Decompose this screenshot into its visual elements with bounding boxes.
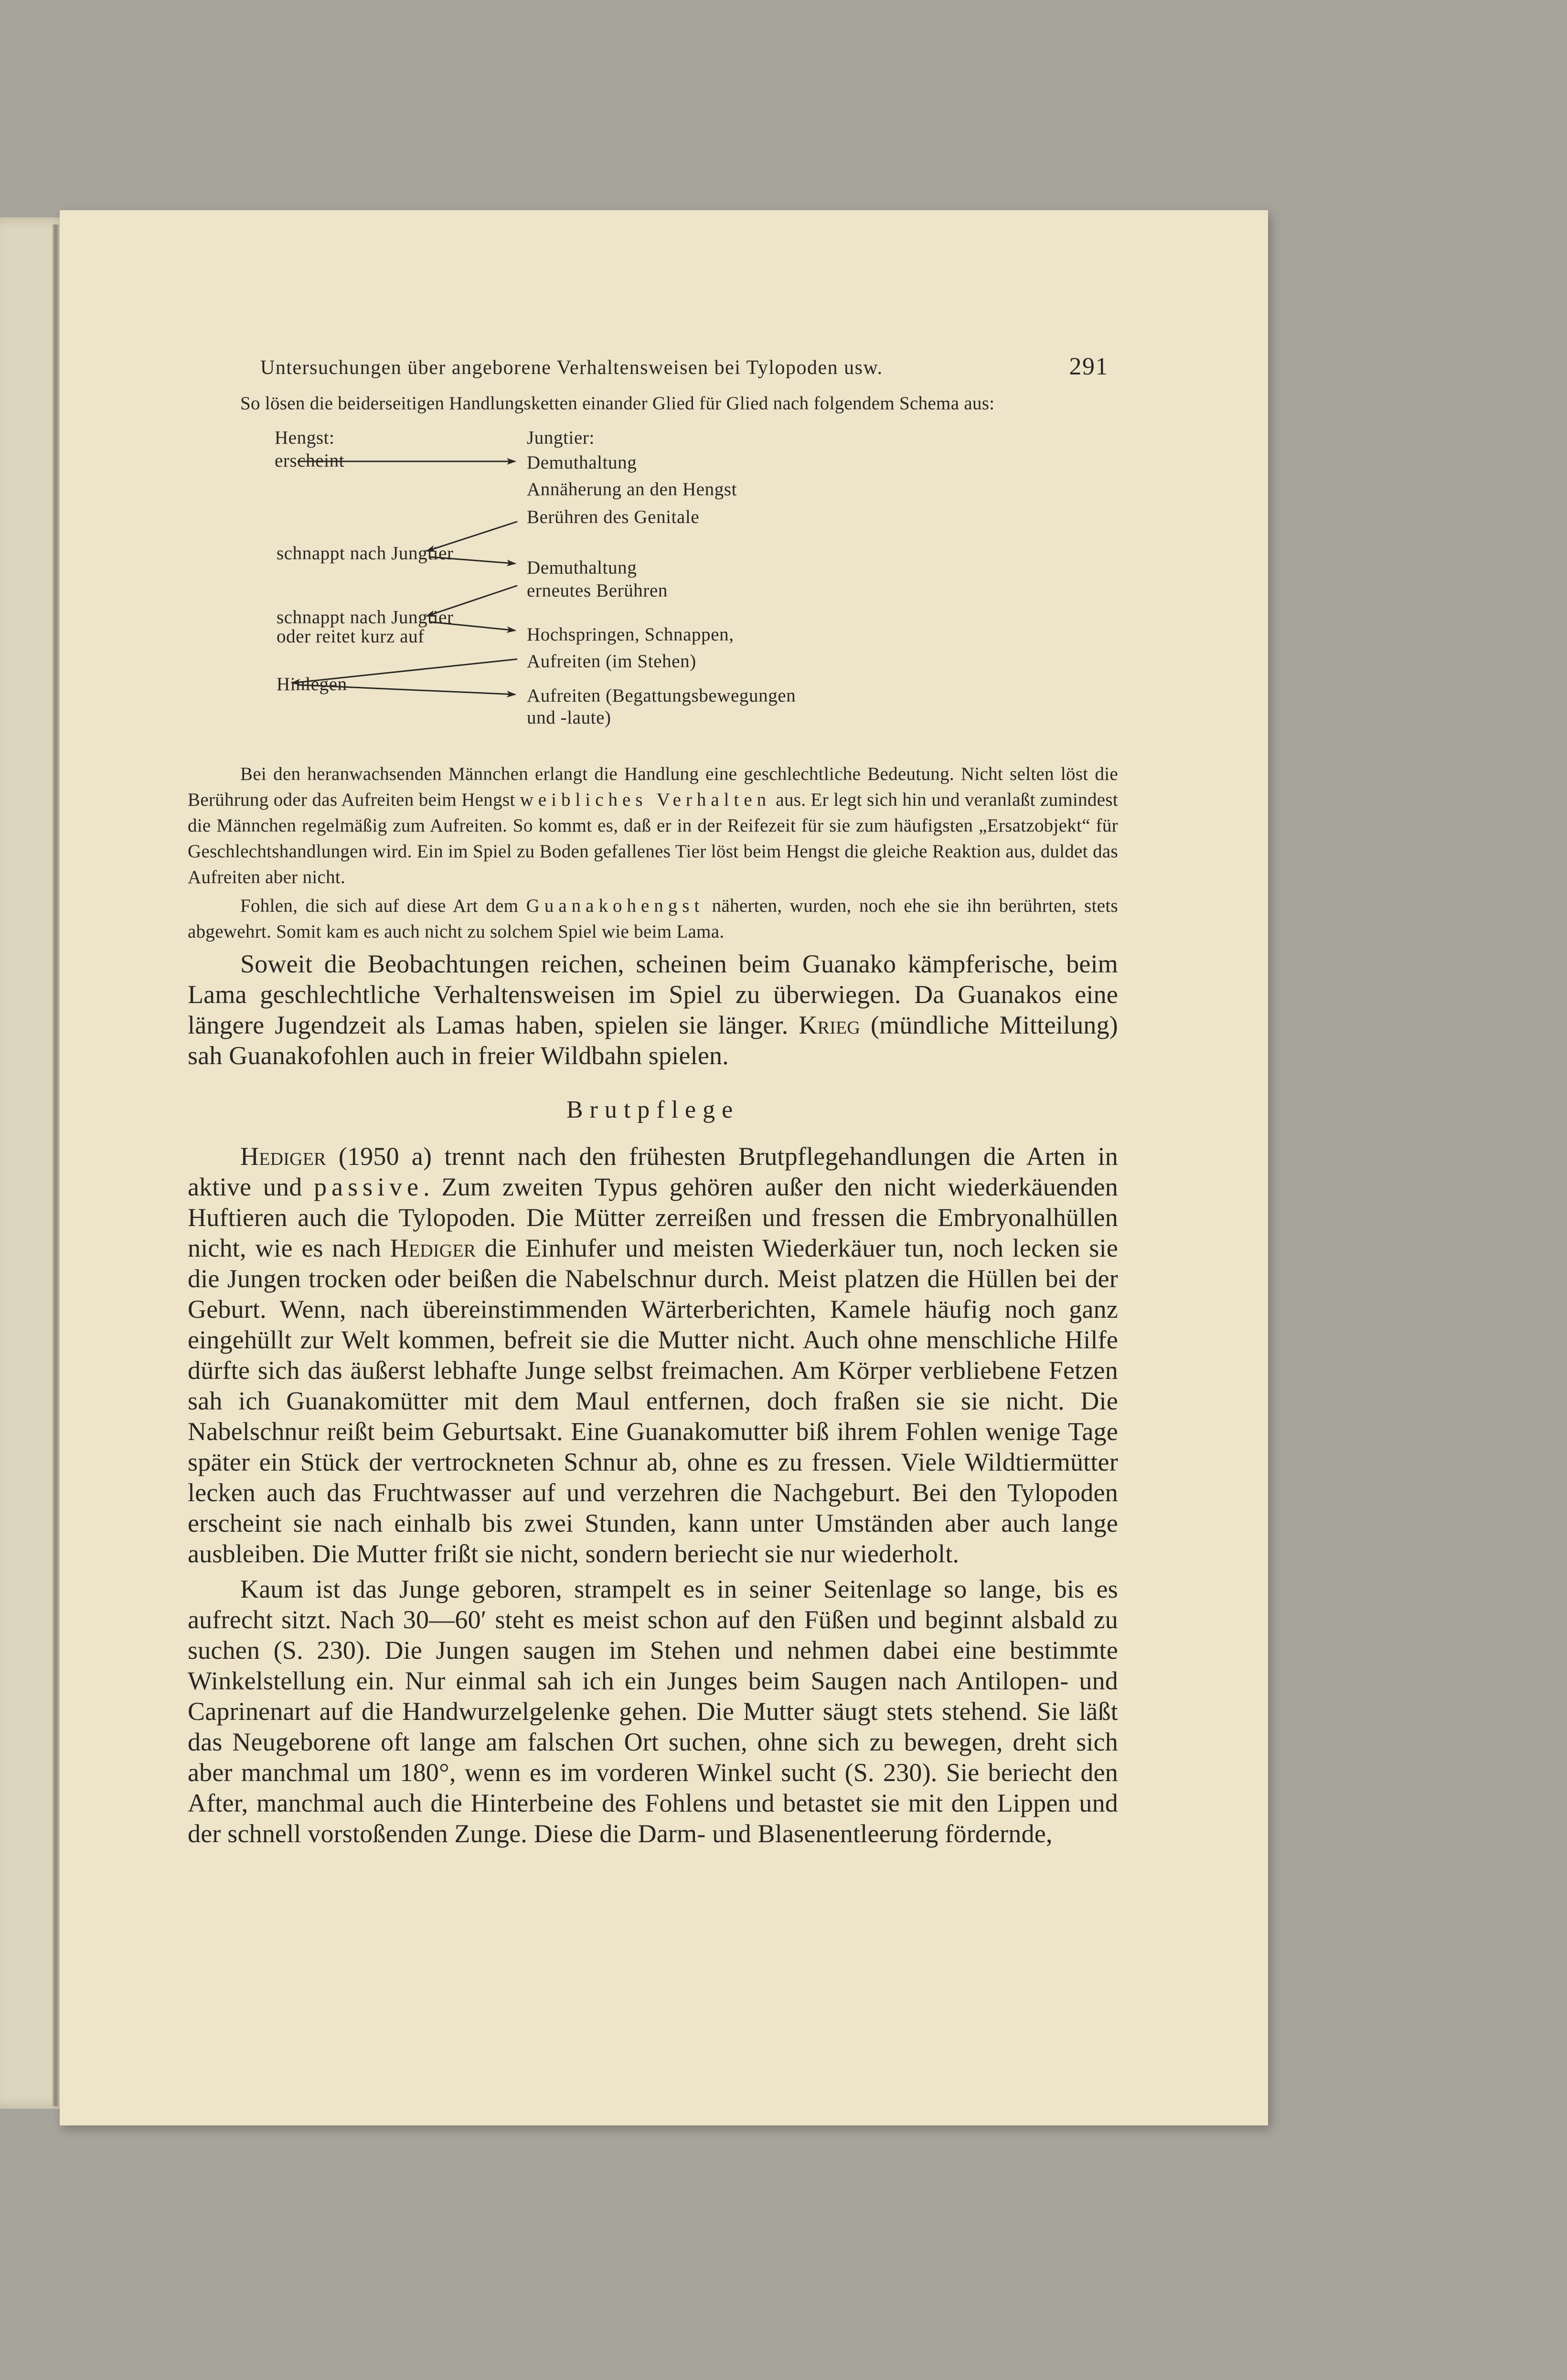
schema-l2: schnappt nach Jungtier xyxy=(277,543,454,564)
running-header xyxy=(188,352,1118,391)
paragraph-1 xyxy=(188,761,1118,890)
page-content xyxy=(188,352,1118,1849)
p4-spaced: passive xyxy=(314,1173,424,1201)
p2-spaced: Guanakohengst xyxy=(526,896,704,916)
paragraph-3 xyxy=(188,949,1118,1071)
intro-paragraph: So lösen die beiderseitigen Handlungsketten einander Glied für Glied nach folgendem Schema aus: xyxy=(240,393,995,414)
p3-text-b: (mündliche Mitteilung) sah Guanakofohlen auch in freier Wildbahn spielen. xyxy=(188,1011,1118,1070)
paragraph-2 xyxy=(188,893,1118,945)
schema-r1: Demuthaltung xyxy=(527,452,637,473)
schema-l1: erscheint xyxy=(275,450,345,471)
schema-r8: Aufreiten (Begattungsbewegungen xyxy=(527,685,796,706)
paragraph-5: Kaum ist das Junge geboren, strampelt es in seiner Seitenlage so lange, bis es aufrecht sitzt. Nach 30—60′ steht es meist schon auf den Füßen und beginnt alsbald zu suchen (S. 230). Die Jungen saugen im Stehen und nehmen dabei eine bestimmte Winkelstellung ein. Nur einmal sah ich ein Junges beim Saugen nach Antilopen- und Caprinenart auf die Handwurzelgelenke gehen. Die Mutter säugt stets stehend. Sie läßt das Neugeborene oft lange am falschen Ort suchen, ohne sich zu bewegen, dreht sich aber manchmal um 180°, wenn es im vorderen Winkel sucht (S. 230). Sie beriecht den After, manchmal auch die Hinterbeine des Fohlens und betastet sie mit den Lippen und der schnell vorstoßenden Zunge. Diese die Darm- und Blasenentleerung fördernde, xyxy=(188,1575,1118,1848)
running-title: Untersuchungen über angeborene Verhaltensweisen bei Tylopoden usw. xyxy=(260,357,883,379)
behavior-schema xyxy=(188,417,1118,761)
p4-author-1: Hediger xyxy=(240,1142,326,1171)
schema-r6: Hochspringen, Schnappen, xyxy=(527,624,734,645)
section-heading: Brutpflege xyxy=(566,1096,740,1123)
p2-text-b: näherten, wurden, noch ehe sie ihn berührten, stets abgewehrt. Somit kam es auch nicht zu solchem Spiel wie beim Lama. xyxy=(188,896,1118,942)
p1-text-a: Bei den heranwachsenden Männchen erlangt die Handlung eine geschlechtliche Bedeutung. Nicht selten löst die Berührung oder das Aufreiten beim Hengst xyxy=(188,764,1118,810)
page-number: 291 xyxy=(1069,353,1109,380)
p3-text-a: Soweit die Beobachtungen reichen, scheinen beim Guanako kämpferische, beim Lama geschlechtliche Verhaltensweisen im Spiel zu überwiegen. Da Guanakos eine längere Jugendzeit als Lamas haben, spielen sie länger. xyxy=(188,950,1118,1039)
p1-text-b: aus. Er legt sich hin und veranlaßt zumindest die Männchen regelmäßig zum Aufreiten. So kommt es, daß er in der Reifezeit für sie zum häufigsten „Ersatzobjekt“ für Geschlechtshandlungen wird. Ein im Spiel zu Boden gefallenes Tier löst beim Hengst die gleiche Reaktion aus, duldet das Aufreiten aber nicht. xyxy=(188,790,1118,887)
schema-left-head: Hengst: xyxy=(275,427,335,448)
schema-l3b: oder reitet kurz auf xyxy=(277,626,425,647)
p2-text-a: Fohlen, die sich auf diese Art dem xyxy=(240,896,526,916)
schema-l4: Hinlegen xyxy=(277,674,347,694)
schema-r7: Aufreiten (im Stehen) xyxy=(527,651,696,672)
schema-r2: Annäherung an den Hengst xyxy=(527,479,737,500)
p4-text-a: (1950 a) trennt nach den frühesten Brutpflegehandlungen die Arten in aktive und xyxy=(188,1142,1118,1201)
schema-r5: erneutes Berühren xyxy=(527,580,668,601)
schema-r3: Berühren des Genitale xyxy=(527,507,700,527)
schema-r4: Demuthaltung xyxy=(527,557,637,578)
schema-r9: und -laute) xyxy=(527,707,611,728)
book-page xyxy=(60,210,1268,2125)
p4-text-b: . Zum zweiten Typus gehören außer den nicht wiederkäuenden Huftieren auch die Tylopoden. Die Mütter zerreißen und fressen die Embryonalhüllen nicht, wie es nach xyxy=(188,1173,1118,1262)
p4-text-c: die Einhufer und meisten Wiederkäuer tun, noch lecken sie die Jungen trocken oder beißen die Nabelschnur durch. Meist platzen die Hüllen bei der Geburt. Wenn, nach übereinstimmenden Wärterberichten, Kamele häufig noch ganz eingehüllt zur Welt kommen, befreit sie die Mutter nicht. Auch ohne menschliche Hilfe dürfte sich das äußerst lebhafte Junge selbst freimachen. Am Körper verbliebene Fetzen sah ich Guanakomütter mit dem Maul entfernen, doch fraßen sie sie nicht. Die Nabelschnur reißt beim Geburtsakt. Eine Guanakomutter biß ihrem Fohlen wenige Tage später ein Stück der vertrockneten Schnur ab, ohne es zu fressen. Viele Wildtiermütter lecken auch das Fruchtwasser auf und verzehren die Nachgeburt. Bei den Tylopoden erscheint sie nach einhalb bis zwei Stunden, kann unter Umständen aber auch lange ausbleiben. Die Mutter frißt sie nicht, sondern beriecht sie nur wiederholt. xyxy=(188,1234,1118,1568)
p3-author: Krieg xyxy=(799,1011,861,1039)
p1-spaced: weibliches Verhalten xyxy=(520,790,771,810)
schema-right-head: Jungtier: xyxy=(527,427,595,448)
paragraph-4 xyxy=(188,1141,1118,1569)
schema-l3a: schnappt nach Jungtier xyxy=(277,607,454,628)
p4-author-2: Hediger xyxy=(390,1234,476,1262)
book-spine xyxy=(53,224,59,2106)
